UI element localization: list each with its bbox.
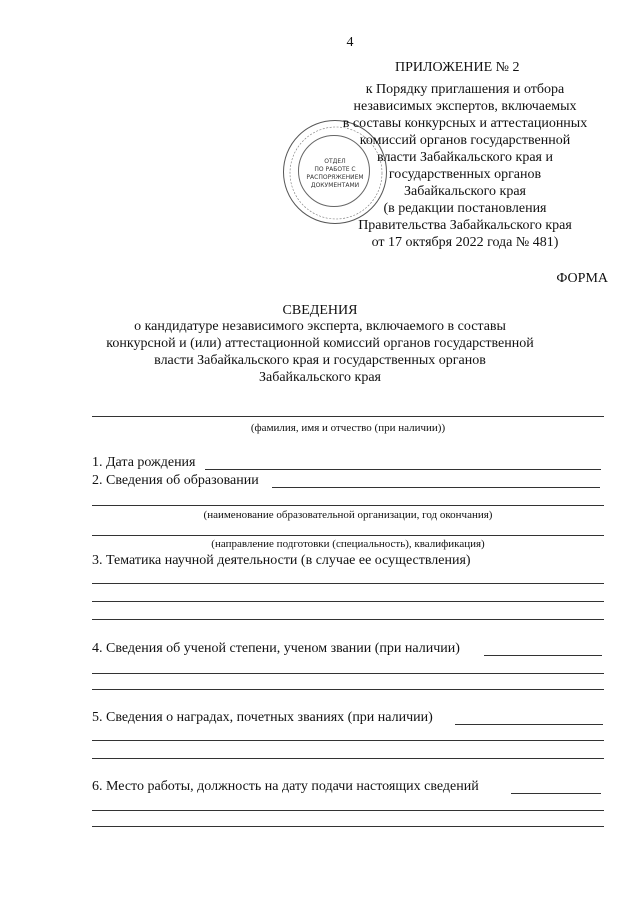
- appendix-line: в составы конкурсных и аттестационных: [342, 116, 588, 131]
- subtitle-line: Забайкальского края: [258, 370, 381, 385]
- appendix-line: (в редакции постановления: [383, 201, 547, 216]
- appendix-line: государственных органов: [388, 167, 542, 182]
- awards-line[interactable]: [92, 740, 604, 741]
- awards-line[interactable]: [92, 758, 604, 759]
- appendix-line: Забайкальского края: [403, 184, 526, 199]
- workplace-line[interactable]: [92, 810, 604, 811]
- education-hint-1: (наименование образовательной организации, год окончания): [203, 509, 493, 521]
- research-line[interactable]: [92, 601, 604, 602]
- degree-line[interactable]: [92, 673, 604, 674]
- appendix-line: власти Забайкальского края и: [377, 150, 553, 165]
- field-workplace-label: 6. Место работы, должность на дату подачи настоящих сведений: [92, 779, 479, 794]
- education-hint-2: (направление подготовки (специальность), квалификация): [211, 538, 485, 550]
- education-line-3[interactable]: [92, 535, 604, 536]
- field-education-line[interactable]: [272, 487, 600, 488]
- page-number: 4: [346, 35, 354, 50]
- stamp-line: ПО РАБОТЕ С: [314, 166, 356, 173]
- stamp-line: ОТДЕЛ: [324, 158, 346, 165]
- fio-hint: (фамилия, имя и отчество (при наличии)): [250, 422, 446, 434]
- appendix-line: независимых экспертов, включаемых: [353, 99, 577, 114]
- stamp-line: РАСПОРЯЖЕНИЕМ: [306, 174, 364, 181]
- research-line[interactable]: [92, 583, 604, 584]
- field-degree-label: 4. Сведения об ученой степени, ученом звании (при наличии): [92, 641, 460, 656]
- subtitle-line: о кандидатуре независимого эксперта, включаемого в составы: [134, 319, 506, 334]
- field-education-label: 2. Сведения об образовании: [92, 473, 259, 488]
- education-line-2[interactable]: [92, 505, 604, 506]
- field-research-label: 3. Тематика научной деятельности (в случае ее осуществления): [92, 553, 471, 568]
- degree-line[interactable]: [484, 655, 602, 656]
- appendix-line: Правительства Забайкальского края: [358, 218, 572, 233]
- appendix-line: комиссий органов государственной: [359, 133, 571, 148]
- subtitle-line: конкурсной и (или) аттестационной комиссий органов государственной: [106, 336, 534, 351]
- field-birth-date-line[interactable]: [205, 469, 601, 470]
- workplace-line[interactable]: [511, 793, 601, 794]
- fio-line[interactable]: [92, 416, 604, 417]
- subtitle-line: власти Забайкальского края и государственных органов: [154, 353, 486, 368]
- field-birth-date-label: 1. Дата рождения: [92, 455, 196, 470]
- workplace-line[interactable]: [92, 826, 604, 827]
- appendix-block: [320, 81, 610, 251]
- forma-label: ФОРМА: [556, 271, 608, 286]
- degree-line[interactable]: [92, 689, 604, 690]
- field-awards-label: 5. Сведения о наградах, почетных званиях (при наличии): [92, 710, 433, 725]
- appendix-line: от 17 октября 2022 года № 481): [371, 235, 559, 250]
- appendix-line: к Порядку приглашения и отбора: [365, 82, 565, 97]
- doc-title: СВЕДЕНИЯ: [282, 303, 358, 318]
- awards-line[interactable]: [455, 724, 603, 725]
- appendix-title: ПРИЛОЖЕНИЕ № 2: [395, 60, 520, 75]
- stamp-line: ДОКУМЕНТАМИ: [310, 182, 360, 189]
- research-line[interactable]: [92, 619, 604, 620]
- doc-subtitle: [60, 318, 580, 386]
